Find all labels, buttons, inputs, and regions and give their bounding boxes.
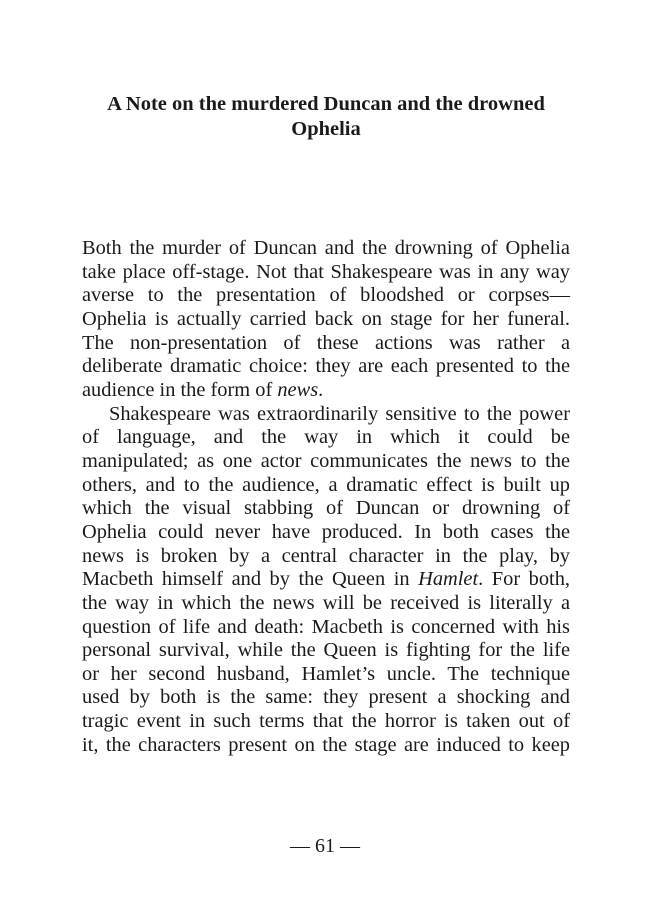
paragraph-2-line-14: tragic event in such terms that the horror is taken out of xyxy=(82,710,570,733)
paragraph-2-hamlet-prefix: Macbeth himself and by the Queen in xyxy=(82,568,419,591)
paragraph-1-line-6: deliberate dramatic choice: they are each presented to the xyxy=(82,355,570,378)
emphasized-title-hamlet: Hamlet xyxy=(418,568,479,591)
paragraph-2-line-4: others, and to the audience, a dramatic effect is built up xyxy=(82,473,570,496)
paragraph-2-line-8 xyxy=(82,568,570,592)
chapter-title xyxy=(82,92,570,142)
paragraph-2-line-6: Ophelia could never have produced. In both cases the xyxy=(82,520,570,543)
paragraph-2-line-10: question of life and death: Macbeth is concerned with his xyxy=(82,615,570,638)
chapter-title-line-1: A Note on the murdered Duncan and the drowned xyxy=(107,93,545,115)
paragraph-1-line-7 xyxy=(82,379,570,403)
paragraph-2-line-7: news is broken by a central character in the play, by xyxy=(82,544,570,567)
paragraph-2-line-12: or her second husband, Hamlet’s uncle. The technique xyxy=(82,662,570,685)
paragraph-1-last-text: audience in the form of xyxy=(82,378,278,401)
body-text xyxy=(82,237,570,757)
emphasized-word-news: news xyxy=(277,378,319,401)
paragraph-2-line-15: it, the characters present on the stage are induced to keep xyxy=(82,733,570,756)
paragraph-1-line-5: The non-presentation of these actions was rather a xyxy=(82,331,570,354)
paragraph-2-line-5: which the visual stabbing of Duncan or drowning of xyxy=(82,497,570,520)
paragraph-1-line-4: Ophelia is actually carried back on stage for her funeral. xyxy=(82,307,570,330)
paragraph-2-line-13: used by both is the same: they present a shocking and xyxy=(82,686,570,709)
paragraph-2-line-11: personal survival, while the Queen is fighting for the life xyxy=(82,639,570,662)
paragraph-1-line-1: Both the murder of Duncan and the drowning of Ophelia xyxy=(82,237,570,259)
paragraph-2-line-3: manipulated; as one actor communicates the news to the xyxy=(82,449,570,472)
page-number: — 61 — xyxy=(290,835,360,857)
paragraph-1-last-punct: . xyxy=(318,378,324,401)
paragraph-2-hamlet-suffix: . For both, xyxy=(478,568,570,591)
chapter-title-line-2: Ophelia xyxy=(291,118,361,140)
paragraph-1-line-2: take place off-stage. Not that Shakespeare was in any way xyxy=(82,260,570,283)
paragraph-2-line-2: of language, and the way in which it could be xyxy=(82,426,570,449)
paragraph-2-line-1: Shakespeare was extraordinarily sensitive to the power xyxy=(109,402,570,425)
paragraph-2-line-9: the way in which the news will be received is literally a xyxy=(82,591,570,614)
paragraph-1-line-3: averse to the presentation of bloodshed or corpses— xyxy=(82,284,570,307)
